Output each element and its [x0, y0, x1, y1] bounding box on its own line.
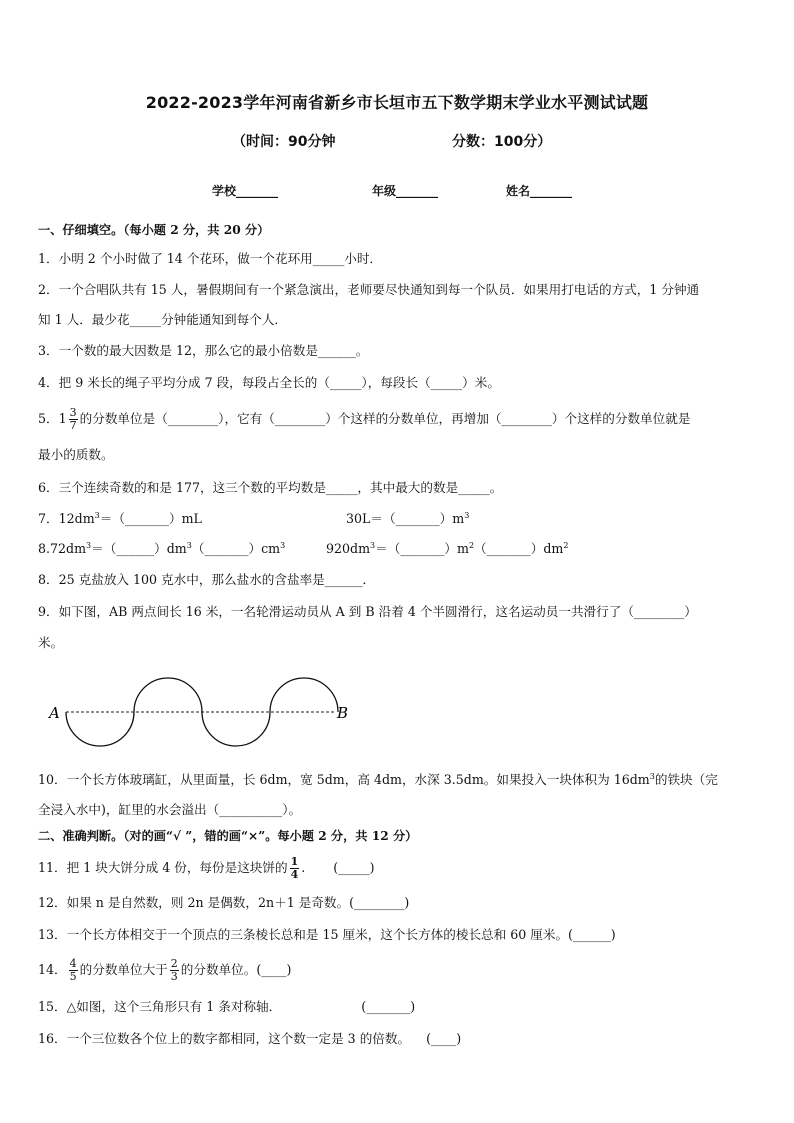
q11-denominator: 4 [290, 868, 299, 881]
question-12: 12．如果 n 是自然数，则 2n 是偶数，2n＋1 是奇数。(________) [38, 895, 410, 910]
q7-c-mid: ＝（______）dm [91, 541, 187, 556]
question-6: 6．三个连续奇数的和是 177，这三个数的平均数是_____，其中最大的数是_____。 [38, 480, 503, 495]
q7-d-exp-3: 2 [563, 540, 569, 550]
q10-tail: 的铁块（完 [654, 772, 718, 787]
q5-denominator: 7 [69, 419, 77, 432]
q5-text: 的分数单位是（________），它有（________）个这样的分数单位，再增加（________）个这样的分数单位就是 [79, 411, 691, 426]
q14-numerator-1: 4 [69, 957, 77, 970]
q7-d-exp: 3 [370, 540, 376, 550]
section-heading-judge: 二、准确判断。（对的画“√ ”，错的画“×”。每小题 2 分，共 12 分） [38, 829, 418, 843]
q14-fraction-2 [170, 958, 179, 983]
q7-c-exp: 3 [86, 540, 92, 550]
section-heading-fill: 一、仔细填空。（每小题 2 分，共 20 分） [38, 223, 270, 237]
q14-numerator-2: 2 [170, 957, 178, 970]
point-a-label: A [49, 704, 60, 722]
semicircle-2 [134, 678, 202, 712]
question-9-line-2: 米。 [38, 635, 64, 650]
page-title: 2022-2023学年河南省新乡市长垣市五下数学期末学业水平测试试题 [145, 93, 649, 112]
question-16: 16．一个三位数各个位上的数字都相同，这个数一定是 3 的倍数。 (____) [38, 1031, 462, 1046]
q7-d [326, 539, 568, 559]
q7-a-post: ＝（_______）mL [99, 511, 202, 526]
semicircle-1 [66, 712, 134, 746]
question-11 [38, 853, 760, 883]
q5-whole: 1 [58, 411, 67, 426]
exam-score: 分数：100分） [452, 134, 552, 150]
q11-numerator: 1 [290, 855, 299, 868]
q5-prefix: 5． [38, 411, 59, 426]
school-field: 学校_______ [212, 184, 279, 198]
q11-fraction [290, 856, 300, 881]
q11-tail: . (_____) [301, 860, 375, 875]
question-1: 1．小明 2 个小时做了 14 个花环，做一个花环用_____小时． [38, 251, 383, 266]
q7-b-exp: 3 [464, 510, 470, 520]
question-3: 3．一个数的最大因数是 12，那么它的最小倍数是______。 [38, 343, 369, 358]
name-field: 姓名_______ [506, 184, 573, 198]
question-15: 15．△如图，这个三角形只有 1 条对称轴． (_______) [38, 999, 416, 1014]
q10-text: 10．一个长方体玻璃缸，从里面量，长 6dm，宽 5dm，高 4dm，水深 3.5dm。如果投入一块体积为 16dm [38, 772, 650, 787]
question-9-line-1: 9．如下图，AB 两点间长 16 米，一名轮滑运动员从 A 到 B 沿着 4 个半圆滑行，这名运动员一共滑行了（________） [38, 604, 697, 619]
q7-d-mid2: （_______）dm [474, 541, 564, 556]
grade-field: 年级_______ [372, 184, 439, 198]
question-7-row-1 [38, 509, 760, 529]
q14-prefix: 14． [38, 962, 67, 977]
semicircle-4 [270, 678, 338, 712]
q14-tail: 的分数单位。(____) [180, 962, 292, 977]
q7-d-pre: 920dm [326, 541, 371, 556]
q7-c-mid2: （_______）cm [191, 541, 281, 556]
q7-d-exp-2: 2 [468, 540, 475, 550]
point-b-label: B [337, 704, 349, 722]
semicircle-path-figure [44, 670, 364, 754]
q10-exp: 3 [649, 771, 655, 781]
question-13: 13．一个长方体相交于一个顶点的三条棱长总和是 15 厘米，这个长方体的棱长总和 60 厘米。(______) [38, 927, 616, 942]
question-8: 8．25 克盐放入 100 克水中，那么盐水的含盐率是______． [38, 572, 376, 587]
q14-denominator-1: 5 [69, 970, 77, 983]
exam-time: （时间：90分钟 [232, 134, 336, 150]
q14-fraction-1 [69, 958, 78, 983]
q7-c-pre: 8.72dm [38, 541, 87, 556]
q11-text: 11．把 1 块大饼分成 4 份，每份是这块饼的 [38, 860, 288, 875]
question-4: 4．把 9 米长的绳子平均分成 7 段，每段占全长的（_____），每段长（_____）米。 [38, 375, 500, 390]
q7-a-pre: 7．12dm [38, 511, 95, 526]
question-10-line-2: 全浸入水中)，缸里的水会溢出（__________）。 [38, 802, 302, 817]
question-5-line-1 [38, 404, 760, 434]
q14-denominator-2: 3 [170, 970, 178, 983]
question-2-line-1: 2．一个合唱队共有 15 人，暑假期间有一个紧急演出，老师要尽快通知到每一个队员．如果用打电话的方式，1 分钟通 [38, 282, 700, 297]
q7-a-exp: 3 [94, 510, 100, 520]
q5-fraction [69, 407, 78, 432]
question-10-line-1 [38, 770, 760, 790]
semicircle-3 [202, 712, 270, 746]
question-14 [38, 955, 760, 985]
question-2-line-2: 知 1 人．最少花_____分钟能通知到每个人． [38, 312, 288, 327]
q7-d-mid: ＝（_______）m [375, 541, 469, 556]
question-5-line-2: 最小的质数。 [38, 447, 114, 462]
q7-c-exp-3: 3 [280, 540, 286, 550]
q7-b-pre: 30L＝（_______）m [346, 511, 465, 526]
q14-mid: 的分数单位大于 [79, 962, 168, 977]
q5-numerator: 3 [69, 406, 77, 419]
q7-b [346, 509, 469, 529]
q7-c-exp-2: 3 [186, 540, 192, 550]
question-7-row-2 [38, 539, 760, 559]
